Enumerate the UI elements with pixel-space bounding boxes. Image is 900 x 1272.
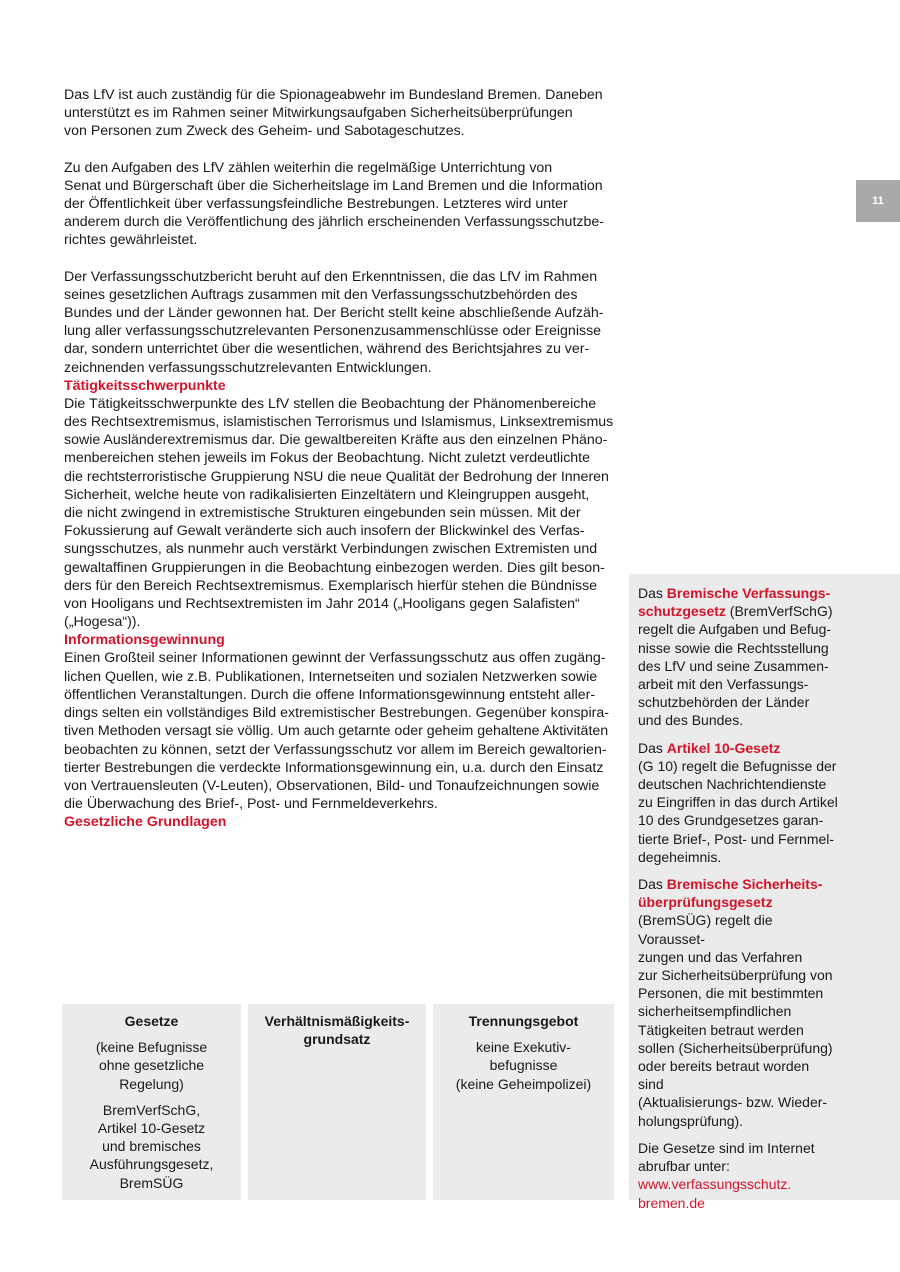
sidebar-paragraph-bremsueg [638, 875, 838, 1130]
intro-paragraph-3: Der Verfassungsschutzbericht beruht auf den Erkenntnissen, die das LfV im Rahmen seines gesetzlichen Auftrags zusammen mit den Verfassungsschutzbehörden des Bundes und der Länder gewonnen hat. Der Bericht stellt keine abschließende Aufzäh- lung aller verfassungsschutzrelevanten Personenzusammenschlüsse oder Ereignisse dar, sondern unterrichtet über die wesentlichen, während des Berichtsjahres zu ver- zeichnenden verfassungsschutzrelevanten Entwicklungen. [64, 268, 604, 376]
box-trennungsgebot-line-1: keine Exekutiv- befugnisse (keine Geheimpolizei) [455, 1039, 592, 1092]
sidebar-p4-text: Die Gesetze sind im Internet abrufbar unter: [638, 1139, 815, 1175]
box-gesetze-line-2: BremVerfSchG, Artikel 10-Gesetz und bremisches Ausführungsgesetz, BremSÜG [89, 1101, 214, 1191]
verfassungsschutz-link[interactable]: www.verfassungsschutz. bremen.de [638, 1176, 792, 1211]
heading-gesetzliche-grundlagen: Gesetzliche Grundlagen [64, 814, 227, 831]
page-number: 11 [872, 195, 884, 207]
box-trennungsgebot-title: Trennungsgebot [468, 1013, 579, 1029]
sidebar-p1-pre: Das [638, 585, 667, 601]
section-informationsgewinnung-text: Einen Großteil seiner Informationen gewinnt der Verfassungsschutz aus offen zugäng- lichen Quellen, wie z.B. Publikationen, Internetseiten und sozialen Netzwerken sowie öffentlichen Veranstaltungen. Durch die offene Informationsgewinnung entsteht aller- dings selten ein vollständiges Bild extremistischer Bestrebungen. Gegenüber konspira- tiven Methoden versagt sie völlig. Um auch getarnte oder geheim gehaltene Aktivitäten beobachten zu können, setzt der Verfassungsschutz vor allem im Bereich gewaltorien- tierter Bestrebungen die verdeckte Informationsgewinnung ein, u.a. durch den Einsatz von Vertrauensleuten (V-Leuten), Observationen, Bild- und Tonaufzeichnungen sowie die Überwachung des Brief-, Post- und Fernmeldeverkehrs. [64, 650, 609, 813]
sidebar-p3-post: (BremSÜG) regelt die Vorausset- zungen und das Verfahren zur Sicherheitsüberprüfung von Personen, die mit bestimmten sicherheitsempfindlichen Tätigkeiten betraut werden sollen (Sicherheitsüberprüfung) oder bereits betraut worden sind (Aktualisierungs- bzw. Wieder- holungsprüfung). [638, 912, 833, 1129]
box-verhaeltnismaessigkeit [248, 1004, 426, 1200]
heading-informationsgewinnung: Informationsgewinnung [64, 632, 225, 649]
legal-principles-boxes [62, 1004, 614, 1200]
sidebar-paragraph-g10 [638, 739, 838, 866]
sidebar-paragraph-bremverfschg [638, 584, 838, 730]
box-gesetze-line-1: (keine Befugnisse ohne gesetzliche Regelung) [95, 1039, 208, 1092]
sidebar-p2-post: (G 10) regelt die Befugnisse der deutschen Nachrichtendienste zu Eingriffen in das durch Artikel 10 des Grundgesetzes garan- tierte Brief-, Post- und Fernmel- degeheimnis. [638, 757, 838, 865]
intro-paragraph-1: Das LfV ist auch zuständig für die Spionageabwehr im Bundesland Bremen. Daneben unterstützt es im Rahmen seiner Mitwirkungsaufgaben Sicherheitsüberprüfungen von Personen zum Zweck des Geheim- und Sabotageschutzes. [64, 87, 603, 140]
sidebar-info-box [629, 574, 900, 1211]
box-verhaeltnismaessigkeit-title: Verhältnismäßigkeits- grundsatz [264, 1013, 410, 1048]
sidebar-p2-pre: Das [638, 739, 667, 756]
sidebar-p1-highlight: Bremische Verfassungs- schutzgesetz [638, 585, 831, 620]
sidebar-paragraph-internet [638, 1139, 838, 1212]
main-text-column [64, 86, 620, 831]
heading-taetigkeitsschwerpunkte: Tätigkeitsschwerpunkte [64, 377, 226, 394]
sidebar-p1-post: (BremVerfSchG) regelt die Aufgaben und Befug- nisse sowie die Rechtsstellung des LfV und seine Zusammen- arbeit mit den Verfassungs- schutzbehörden der Länder und des Bundes. [638, 603, 833, 729]
box-gesetze-title: Gesetze [124, 1013, 179, 1029]
intro-paragraph-2: Zu den Aufgaben des LfV zählen weiterhin die regelmäßige Unterrichtung von Senat und Bürgerschaft über die Sicherheitslage im Land Bremen und die Information der Öffentlichkeit über verfassungsfeindliche Bestrebungen. Letzteres wird unter anderem durch die Veröffentlichung des jährlich erscheinenden Verfassungsschutzbe- richtes gewährleistet. [64, 159, 604, 249]
box-gesetze [62, 1004, 241, 1200]
sidebar-p3-pre: Das [638, 876, 667, 893]
page-number-tab [856, 180, 900, 222]
sidebar-p2-highlight: Artikel 10-Gesetz [666, 739, 781, 756]
section-taetigkeitsschwerpunkte-text: Die Tätigkeitsschwerpunkte des LfV stellen die Beobachtung der Phänomenbereiche des Rechtsextremismus, islamistischen Terrorismus und Islamismus, Linksextremismus sowie Ausländerextremismus dar. Die gewaltbereiten Kräfte aus den einzelnen Phäno- menbereichen stehen jeweils im Fokus der Beobachtung. Nicht zuletzt verdeutlichte die rechtsterroristische Gruppierung NSU die neue Qualität der Bedrohung der Inneren Sicherheit, welche heute von radikalisierten Einzeltätern und Kleingruppen ausgeht, die nicht zwingend in extremistische Strukturen eingebunden sein müssen. Mit der Fokussierung auf Gewalt veränderte sich auch insofern der Blickwinkel des Verfas- sungsschutzes, als nunmehr auch verstärkt Verbindungen zwischen Extremisten und gewaltaffinen Gruppierungen in die Beobachtung einbezogen werden. Dies gilt beson- ders für den Bereich Rechtsextremismus. Exemplarisch hierfür stehen die Bündnisse von Hooligans und Rechtsextremisten im Jahr 2014 („Hooligans gegen Salafisten“ („Hogesa“)). [64, 395, 614, 631]
box-trennungsgebot [433, 1004, 614, 1200]
sidebar-p3-highlight: Bremische Sicherheits- überprüfungsgesetz [638, 876, 823, 911]
